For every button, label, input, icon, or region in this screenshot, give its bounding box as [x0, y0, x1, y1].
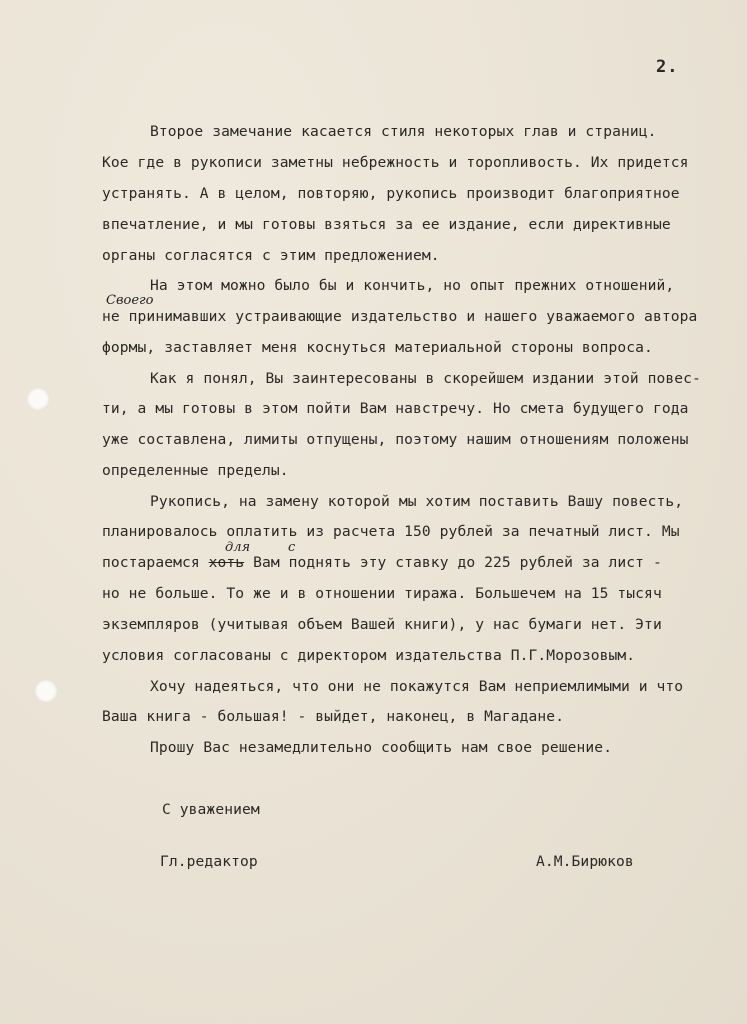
- edited-line: [102, 554, 662, 572]
- salutation: С уважением: [162, 801, 260, 818]
- paragraph-line: не принимавших устраивающие издательство и нашего уважаемого автора: [102, 308, 698, 325]
- paragraph-line: Рукопись, на замену которой мы хотим поставить Вашу повесть,: [150, 493, 684, 510]
- paragraph-line: уже составлена, лимиты отпущены, поэтому нашим отношениям положены: [102, 431, 689, 448]
- handwritten-insertion: Своего: [106, 293, 154, 308]
- edited-line-end: Вам поднять эту ставку до 225 рублей за лист -: [253, 554, 662, 571]
- handwritten-insertion: для: [225, 540, 251, 555]
- paragraph-line: но не больше. То же и в отношении тиража. Большечем на 15 тысяч: [102, 585, 662, 602]
- paragraph-line: Ваша книга - большая! - выйдет, наконец, в Магадане.: [102, 708, 565, 725]
- struck-word: хоть: [208, 554, 245, 571]
- paragraph-line: впечатление, и мы готовы взяться за ее издание, если директивные: [102, 216, 671, 233]
- handwritten-insertion: с: [288, 540, 296, 555]
- paragraph-line: устранять. А в целом, повторяю, рукопись производит благоприятное: [102, 185, 680, 202]
- paragraph-line: определенные пределы.: [102, 462, 289, 479]
- paragraph-line: Прошу Вас незамедлительно сообщить нам свое решение.: [150, 739, 613, 756]
- paragraph-line: Хочу надеяться, что они не покажутся Вам неприемлимыми и что: [150, 678, 684, 695]
- paragraph-line: Второе замечание касается стиля некоторых глав и страниц.: [150, 123, 657, 140]
- paragraph-line: ти, а мы готовы в этом пойти Вам навстречу. Но смета будущего года: [102, 400, 689, 417]
- page-number: 2.: [656, 57, 679, 77]
- paragraph-line: условия согласованы с директором издательства П.Г.Морозовым.: [102, 647, 636, 664]
- edited-line-start: постараемся: [102, 554, 200, 571]
- paragraph-line: Кое где в рукописи заметны небрежность и торопливость. Их придется: [102, 154, 689, 171]
- paragraph-line: На этом можно было бы и кончить, но опыт прежних отношений,: [150, 277, 675, 294]
- paragraph-line: Как я понял, Вы заинтересованы в скорейшем издании этой повес-: [150, 370, 701, 387]
- punch-hole-bottom: [35, 680, 57, 702]
- paragraph-line: экземпляров (учитывая объем Вашей книги), у нас бумаги нет. Эти: [102, 616, 662, 633]
- punch-hole-top: [27, 388, 49, 410]
- paragraph-line: формы, заставляет меня коснуться материальной стороны вопроса.: [102, 339, 653, 356]
- signatory-title: Гл.редактор: [160, 853, 258, 870]
- paragraph-line: планировалось оплатить из расчета 150 рублей за печатный лист. Мы: [102, 523, 680, 540]
- paragraph-line: органы согласятся с этим предложением.: [102, 247, 440, 264]
- signatory-name: А.М.Бирюков: [536, 853, 634, 870]
